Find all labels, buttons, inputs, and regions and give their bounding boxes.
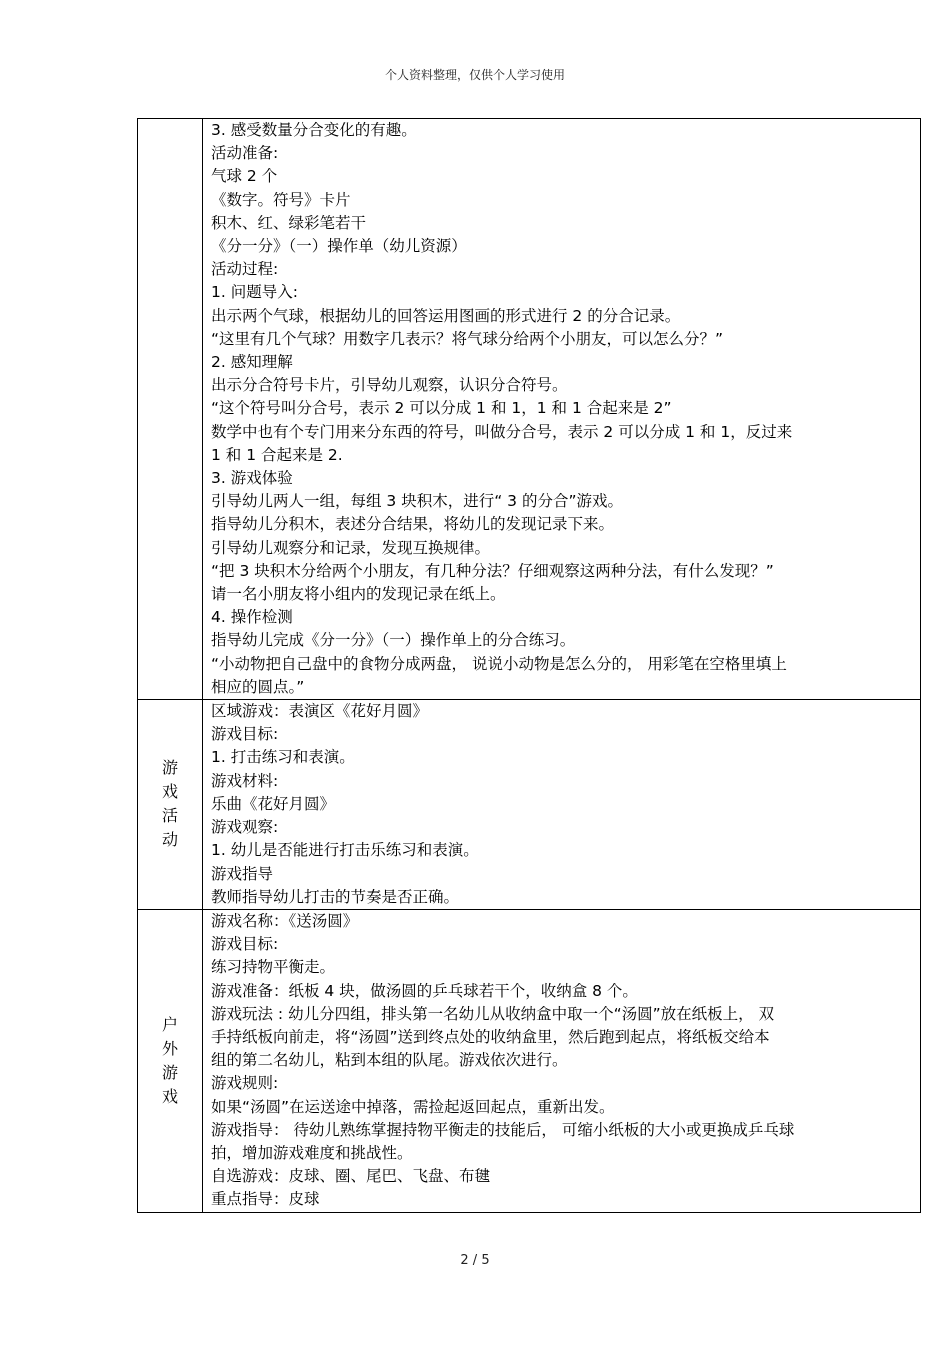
text-line: 游戏玩法 : 幼儿分四组，排头第一名幼儿从收纳盒中取一个“汤圆”放在纸板上， 双 (211, 1004, 775, 1023)
text-line: 请一名小朋友将小组内的发现记录在纸上。 (211, 585, 506, 604)
text-line: 如果“汤圆”在运送途中掉落，需捡起返回起点，重新出发。 (211, 1097, 615, 1116)
text-line: 相应的圆点。” (211, 677, 305, 696)
text-line: 4. 操作检测 (211, 608, 293, 627)
lesson-plan-table (137, 118, 921, 1213)
section-text-block (211, 119, 912, 699)
text-line: 气球 2 个 (211, 167, 278, 186)
page-header: 个人资料整理，仅供个人学习使用 (384, 68, 565, 82)
section-text-block (211, 700, 912, 909)
section-label-char: 戏 (161, 1086, 178, 1106)
text-line: 引导幼儿两人一组，每组 3 块积木，进行“ 3 的分合”游戏。 (211, 492, 623, 511)
section-label (138, 756, 202, 852)
text-line: 游戏目标: (211, 725, 279, 744)
text-line: 手持纸板向前走，将“汤圆”送到终点处的收纳盒里，然后跑到起点，将纸板交给本 (211, 1027, 770, 1046)
text-line: 出示分合符号卡片，引导幼儿观察，认识分合符号。 (211, 376, 568, 395)
section-label-char: 活 (161, 806, 178, 826)
text-line: 活动准备: (211, 144, 279, 163)
outdoor-game-section (138, 909, 921, 1212)
section-content-cell (203, 700, 921, 910)
game-activity-section (138, 700, 921, 910)
section-label-char: 戏 (161, 782, 178, 802)
text-line: 游戏规则: (211, 1074, 279, 1093)
text-line: 《分一分》（一）操作单（幼儿资源） (211, 237, 467, 256)
section-label-cell (138, 700, 203, 910)
page-number: 2 / 5 (460, 1253, 490, 1268)
text-line: “把 3 块积木分给两个小朋友，有几种分法？仔细观察这两种分法，有什么发现？” (211, 561, 774, 580)
text-line: 1. 打击练习和表演。 (211, 748, 355, 767)
text-line: 自选游戏：皮球、圈、尾巴、飞盘、布毽 (211, 1167, 491, 1186)
text-line: 积木、红、绿彩笔若干 (211, 213, 367, 232)
text-line: 游戏观察: (211, 818, 279, 837)
section-content-cell (203, 119, 921, 700)
section-label-char: 户 (161, 1014, 178, 1034)
section-label-char: 游 (161, 758, 178, 778)
text-line: “这个符号叫分合号，表示 2 可以分成 1 和 1，1 和 1 合起来是 2” (211, 399, 672, 418)
section-label-char: 动 (161, 830, 178, 850)
text-line: 指导幼儿完成《分一分》（一）操作单上的分合练习。 (211, 631, 576, 650)
section-label-char: 游 (161, 1062, 178, 1082)
activity-process-section (138, 119, 921, 700)
section-label (138, 1013, 202, 1109)
text-line: 练习持物平衡走。 (211, 958, 336, 977)
section-content-cell (203, 909, 921, 1212)
text-line: 指导幼儿分积木，表述分合结果，将幼儿的发现记录下来。 (211, 515, 615, 534)
text-line: 教师指导幼儿打击的节奏是否正确。 (211, 887, 460, 906)
text-line: 1. 幼儿是否能进行打击乐练习和表演。 (211, 841, 479, 860)
text-line: 《数字。符号》卡片 (211, 190, 351, 209)
text-line: 游戏指导 (211, 864, 274, 883)
text-line: 3. 感受数量分合变化的有趣。 (211, 121, 417, 139)
text-line: 乐曲《花好月圆》 (211, 794, 336, 813)
text-line: 1. 问题导入: (211, 283, 298, 302)
section-text-block (211, 910, 912, 1212)
text-line: 重点指导：皮球 (211, 1190, 320, 1209)
text-line: 2. 感知理解 (211, 353, 293, 372)
section-label-cell (138, 909, 203, 1212)
text-line: 组的第二名幼儿，粘到本组的队尾。游戏依次进行。 (211, 1051, 568, 1070)
text-line: 拍，增加游戏难度和挑战性。 (211, 1143, 413, 1162)
text-line: “小动物把自己盘中的食物分成两盘， 说说小动物是怎么分的， 用彩笔在空格里填上 (211, 654, 787, 673)
text-line: 区域游戏：表演区《花好月圆》 (211, 702, 429, 721)
text-line: 1 和 1 合起来是 2. (211, 445, 343, 464)
text-line: 游戏目标: (211, 935, 279, 954)
text-line: 游戏名称：《送汤圆》 (211, 911, 359, 930)
text-line: 活动过程: (211, 260, 279, 279)
text-line: 游戏材料: (211, 771, 279, 790)
text-line: 游戏指导： 待幼儿熟练掌握持物平衡走的技能后， 可缩小纸板的大小或更换成乒乓球 (211, 1120, 795, 1139)
text-line: 游戏准备：纸板 4 块，做汤圆的乒乓球若干个，收纳盒 8 个。 (211, 981, 638, 1000)
text-line: 出示两个气球，根据幼儿的回答运用图画的形式进行 2 的分合记录。 (211, 306, 681, 325)
text-line: “这里有几个气球？用数字几表示？将气球分给两个小朋友，可以怎么分？” (211, 329, 724, 348)
text-line: 数学中也有个专门用来分东西的符号，叫做分合号，表示 2 可以分成 1 和 1，反过来 (211, 422, 793, 441)
text-line: 3. 游戏体验 (211, 469, 293, 488)
text-line: 引导幼儿观察分和记录，发现互换规律。 (211, 538, 491, 557)
section-label-char: 外 (161, 1038, 178, 1058)
section-label-cell (138, 119, 203, 700)
